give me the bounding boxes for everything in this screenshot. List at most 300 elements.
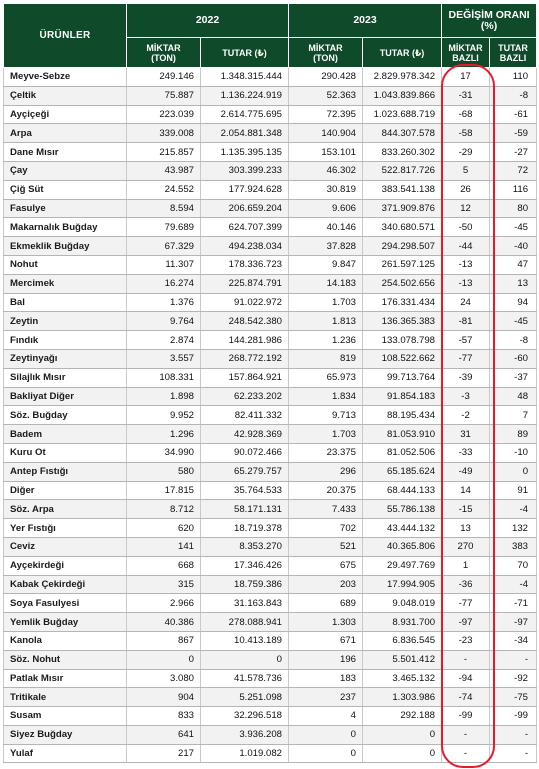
- table-row: [4, 237, 537, 256]
- commodity-table-container: [3, 3, 536, 763]
- row-change-qty: -13: [442, 274, 490, 293]
- row-qty-2023: 0: [289, 744, 363, 763]
- row-qty-2022: 34.990: [127, 443, 201, 462]
- row-product-name: Bakliyat Diğer: [4, 387, 127, 406]
- row-qty-2022: 249.146: [127, 68, 201, 87]
- row-qty-2023: 20.375: [289, 481, 363, 500]
- row-qty-2022: 8.712: [127, 500, 201, 519]
- row-qty-2023: 0: [289, 725, 363, 744]
- row-value-2022: 1.136.224.919: [201, 86, 289, 105]
- row-value-2022: 3.936.208: [201, 725, 289, 744]
- change-rate-header: DEĞİŞİM ORANI (%): [442, 4, 537, 38]
- row-change-value: -37: [490, 368, 537, 387]
- row-change-qty: 5: [442, 161, 490, 180]
- row-change-value: -92: [490, 669, 537, 688]
- row-value-2022: 177.924.628: [201, 180, 289, 199]
- row-change-value: -99: [490, 707, 537, 726]
- row-qty-2023: 290.428: [289, 68, 363, 87]
- row-qty-2023: 40.146: [289, 218, 363, 237]
- row-change-qty: -23: [442, 631, 490, 650]
- row-qty-2023: 72.395: [289, 105, 363, 124]
- row-product-name: Zeytinyağı: [4, 349, 127, 368]
- row-qty-2022: 67.329: [127, 237, 201, 256]
- row-product-name: Kabak Çekirdeği: [4, 575, 127, 594]
- table-row: [4, 255, 537, 274]
- row-qty-2023: 7.433: [289, 500, 363, 519]
- table-row: [4, 481, 537, 500]
- table-row: [4, 575, 537, 594]
- row-change-value: -71: [490, 594, 537, 613]
- table-row: [4, 650, 537, 669]
- row-value-2022: 91.022.972: [201, 293, 289, 312]
- row-change-qty: 24: [442, 293, 490, 312]
- row-change-qty: -39: [442, 368, 490, 387]
- row-value-2023: 88.195.434: [363, 406, 442, 425]
- row-value-2023: 1.303.986: [363, 688, 442, 707]
- row-qty-2022: 1.898: [127, 387, 201, 406]
- row-value-2022: 1.135.395.135: [201, 143, 289, 162]
- row-value-2023: 99.713.764: [363, 368, 442, 387]
- row-qty-2023: 37.828: [289, 237, 363, 256]
- row-value-2022: 31.163.843: [201, 594, 289, 613]
- row-qty-2023: 153.101: [289, 143, 363, 162]
- table-row: [4, 274, 537, 293]
- row-value-2022: 18.759.386: [201, 575, 289, 594]
- row-value-2022: 17.346.426: [201, 556, 289, 575]
- row-value-2023: 383.541.138: [363, 180, 442, 199]
- row-value-2023: 1.023.688.719: [363, 105, 442, 124]
- row-change-value: -60: [490, 349, 537, 368]
- row-value-2023: 371.909.876: [363, 199, 442, 218]
- table-row: [4, 293, 537, 312]
- row-change-qty: -74: [442, 688, 490, 707]
- table-row: [4, 707, 537, 726]
- row-product-name: Kuru Ot: [4, 443, 127, 462]
- row-qty-2022: 217: [127, 744, 201, 763]
- row-change-value: 383: [490, 537, 537, 556]
- row-qty-2022: 620: [127, 519, 201, 538]
- row-value-2023: 292.188: [363, 707, 442, 726]
- row-change-qty: -13: [442, 255, 490, 274]
- row-change-value: -34: [490, 631, 537, 650]
- row-change-qty: -77: [442, 349, 490, 368]
- row-qty-2022: 40.386: [127, 613, 201, 632]
- table-row: [4, 124, 537, 143]
- qty-based-header: MİKTAR BAZLI: [442, 38, 490, 68]
- row-qty-2022: 833: [127, 707, 201, 726]
- row-change-value: 89: [490, 425, 537, 444]
- row-qty-2023: 1.834: [289, 387, 363, 406]
- row-qty-2022: 9.952: [127, 406, 201, 425]
- row-change-qty: -29: [442, 143, 490, 162]
- row-change-qty: -33: [442, 443, 490, 462]
- row-value-2022: 65.279.757: [201, 462, 289, 481]
- row-product-name: Ekmeklik Buğday: [4, 237, 127, 256]
- row-qty-2022: 580: [127, 462, 201, 481]
- row-change-value: 13: [490, 274, 537, 293]
- row-change-value: 80: [490, 199, 537, 218]
- row-qty-2023: 237: [289, 688, 363, 707]
- row-value-2023: 43.444.132: [363, 519, 442, 538]
- row-value-2022: 58.171.131: [201, 500, 289, 519]
- row-change-value: -40: [490, 237, 537, 256]
- row-change-value: 47: [490, 255, 537, 274]
- row-product-name: Söz. Buğday: [4, 406, 127, 425]
- row-qty-2023: 30.819: [289, 180, 363, 199]
- table-row: [4, 68, 537, 87]
- row-qty-2022: 223.039: [127, 105, 201, 124]
- row-product-name: Arpa: [4, 124, 127, 143]
- row-value-2022: 2.614.775.695: [201, 105, 289, 124]
- row-change-qty: -3: [442, 387, 490, 406]
- row-value-2023: 17.994.905: [363, 575, 442, 594]
- row-value-2022: 62.233.202: [201, 387, 289, 406]
- row-qty-2023: 140.904: [289, 124, 363, 143]
- row-value-2023: 68.444.133: [363, 481, 442, 500]
- row-qty-2022: 108.331: [127, 368, 201, 387]
- row-change-qty: -2: [442, 406, 490, 425]
- row-value-2023: 294.298.507: [363, 237, 442, 256]
- row-value-2023: 3.465.132: [363, 669, 442, 688]
- row-change-value: -27: [490, 143, 537, 162]
- row-product-name: Ayçiçeği: [4, 105, 127, 124]
- row-qty-2023: 46.302: [289, 161, 363, 180]
- row-change-qty: -: [442, 725, 490, 744]
- row-qty-2023: 671: [289, 631, 363, 650]
- row-product-name: Badem: [4, 425, 127, 444]
- row-qty-2022: 2.966: [127, 594, 201, 613]
- row-value-2022: 42.928.369: [201, 425, 289, 444]
- row-qty-2022: 2.874: [127, 331, 201, 350]
- table-row: [4, 462, 537, 481]
- year-2023-header: 2023: [289, 4, 442, 38]
- row-change-qty: -77: [442, 594, 490, 613]
- row-change-qty: -50: [442, 218, 490, 237]
- row-qty-2023: 9.606: [289, 199, 363, 218]
- table-row: [4, 613, 537, 632]
- row-qty-2022: 16.274: [127, 274, 201, 293]
- row-qty-2023: 702: [289, 519, 363, 538]
- row-value-2022: 0: [201, 650, 289, 669]
- row-change-qty: -94: [442, 669, 490, 688]
- row-product-name: Makarnalık Buğday: [4, 218, 127, 237]
- table-row: [4, 519, 537, 538]
- row-change-value: 116: [490, 180, 537, 199]
- row-value-2022: 18.719.378: [201, 519, 289, 538]
- row-product-name: Kanola: [4, 631, 127, 650]
- row-qty-2022: 215.857: [127, 143, 201, 162]
- row-change-value: -: [490, 744, 537, 763]
- row-product-name: Çeltik: [4, 86, 127, 105]
- table-row: [4, 387, 537, 406]
- row-qty-2022: 1.376: [127, 293, 201, 312]
- row-value-2023: 254.502.656: [363, 274, 442, 293]
- row-product-name: Susam: [4, 707, 127, 726]
- row-qty-2022: 3.557: [127, 349, 201, 368]
- row-change-qty: -44: [442, 237, 490, 256]
- row-change-value: 70: [490, 556, 537, 575]
- table-row: [4, 199, 537, 218]
- row-product-name: Dane Mısır: [4, 143, 127, 162]
- row-product-name: Çiğ Süt: [4, 180, 127, 199]
- row-value-2022: 225.874.791: [201, 274, 289, 293]
- row-change-value: -61: [490, 105, 537, 124]
- row-product-name: Soya Fasulyesi: [4, 594, 127, 613]
- table-row: [4, 669, 537, 688]
- row-qty-2023: 9.713: [289, 406, 363, 425]
- row-qty-2022: 75.887: [127, 86, 201, 105]
- row-qty-2023: 183: [289, 669, 363, 688]
- row-qty-2023: 4: [289, 707, 363, 726]
- table-row: [4, 537, 537, 556]
- row-product-name: Patlak Mısır: [4, 669, 127, 688]
- row-qty-2022: 0: [127, 650, 201, 669]
- row-change-value: 72: [490, 161, 537, 180]
- row-change-qty: -68: [442, 105, 490, 124]
- value-2023-header: TUTAR (₺): [363, 38, 442, 68]
- row-value-2023: 0: [363, 725, 442, 744]
- row-value-2023: 0: [363, 744, 442, 763]
- table-row: [4, 161, 537, 180]
- row-product-name: Çay: [4, 161, 127, 180]
- row-product-name: Ceviz: [4, 537, 127, 556]
- row-qty-2023: 23.375: [289, 443, 363, 462]
- row-product-name: Nohut: [4, 255, 127, 274]
- row-qty-2022: 24.552: [127, 180, 201, 199]
- row-change-value: -8: [490, 86, 537, 105]
- row-qty-2023: 196: [289, 650, 363, 669]
- row-product-name: Siyez Buğday: [4, 725, 127, 744]
- commodity-table: [3, 3, 537, 763]
- row-change-qty: -31: [442, 86, 490, 105]
- table-row: [4, 349, 537, 368]
- row-value-2023: 844.307.578: [363, 124, 442, 143]
- row-qty-2023: 1.703: [289, 425, 363, 444]
- year-2022-header: 2022: [127, 4, 289, 38]
- row-qty-2023: 9.847: [289, 255, 363, 274]
- row-product-name: Meyve-Sebze: [4, 68, 127, 87]
- row-qty-2022: 315: [127, 575, 201, 594]
- row-change-qty: -49: [442, 462, 490, 481]
- row-value-2022: 32.296.518: [201, 707, 289, 726]
- table-row: [4, 725, 537, 744]
- row-qty-2023: 1.236: [289, 331, 363, 350]
- row-value-2023: 6.836.545: [363, 631, 442, 650]
- row-product-name: Fasulye: [4, 199, 127, 218]
- row-qty-2022: 17.815: [127, 481, 201, 500]
- row-change-qty: -: [442, 650, 490, 669]
- row-value-2022: 206.659.204: [201, 199, 289, 218]
- row-change-qty: -97: [442, 613, 490, 632]
- row-qty-2022: 867: [127, 631, 201, 650]
- row-value-2023: 65.185.624: [363, 462, 442, 481]
- row-product-name: Mercimek: [4, 274, 127, 293]
- row-qty-2023: 1.303: [289, 613, 363, 632]
- row-qty-2022: 339.008: [127, 124, 201, 143]
- row-value-2023: 108.522.662: [363, 349, 442, 368]
- row-qty-2023: 1.703: [289, 293, 363, 312]
- table-row: [4, 594, 537, 613]
- row-value-2023: 1.043.839.866: [363, 86, 442, 105]
- row-value-2023: 81.052.506: [363, 443, 442, 462]
- row-product-name: Fındık: [4, 331, 127, 350]
- row-change-value: -97: [490, 613, 537, 632]
- row-value-2022: 278.088.941: [201, 613, 289, 632]
- row-value-2022: 157.864.921: [201, 368, 289, 387]
- row-qty-2022: 904: [127, 688, 201, 707]
- row-change-qty: 17: [442, 68, 490, 87]
- row-change-value: 0: [490, 462, 537, 481]
- row-qty-2023: 14.183: [289, 274, 363, 293]
- table-row: [4, 744, 537, 763]
- row-product-name: Zeytin: [4, 312, 127, 331]
- table-row: [4, 368, 537, 387]
- row-value-2023: 81.053.910: [363, 425, 442, 444]
- row-change-qty: 31: [442, 425, 490, 444]
- row-qty-2022: 641: [127, 725, 201, 744]
- row-change-value: 94: [490, 293, 537, 312]
- row-value-2022: 494.238.034: [201, 237, 289, 256]
- row-qty-2023: 203: [289, 575, 363, 594]
- row-qty-2022: 9.764: [127, 312, 201, 331]
- row-value-2022: 10.413.189: [201, 631, 289, 650]
- row-change-qty: -15: [442, 500, 490, 519]
- row-change-qty: 13: [442, 519, 490, 538]
- row-product-name: Diğer: [4, 481, 127, 500]
- row-value-2023: 133.078.798: [363, 331, 442, 350]
- row-change-value: 132: [490, 519, 537, 538]
- row-product-name: Yer Fıstığı: [4, 519, 127, 538]
- row-change-qty: -: [442, 744, 490, 763]
- row-value-2023: 2.829.978.342: [363, 68, 442, 87]
- row-change-value: -10: [490, 443, 537, 462]
- table-row: [4, 218, 537, 237]
- row-value-2022: 2.054.881.348: [201, 124, 289, 143]
- row-change-value: 48: [490, 387, 537, 406]
- row-value-2022: 248.542.380: [201, 312, 289, 331]
- row-value-2022: 1.348.315.444: [201, 68, 289, 87]
- table-row: [4, 331, 537, 350]
- row-change-qty: 270: [442, 537, 490, 556]
- table-row: [4, 180, 537, 199]
- row-change-qty: -57: [442, 331, 490, 350]
- table-row: [4, 312, 537, 331]
- row-product-name: Tritikale: [4, 688, 127, 707]
- row-qty-2022: 3.080: [127, 669, 201, 688]
- row-value-2023: 55.786.138: [363, 500, 442, 519]
- row-value-2022: 90.072.466: [201, 443, 289, 462]
- row-change-value: -4: [490, 500, 537, 519]
- row-value-2022: 178.336.723: [201, 255, 289, 274]
- row-change-value: -75: [490, 688, 537, 707]
- row-value-2022: 303.399.233: [201, 161, 289, 180]
- row-change-qty: -36: [442, 575, 490, 594]
- row-product-name: Bal: [4, 293, 127, 312]
- row-change-qty: 12: [442, 199, 490, 218]
- row-value-2022: 1.019.082: [201, 744, 289, 763]
- row-value-2022: 82.411.332: [201, 406, 289, 425]
- table-row: [4, 143, 537, 162]
- row-value-2023: 176.331.434: [363, 293, 442, 312]
- row-qty-2022: 141: [127, 537, 201, 556]
- row-product-name: Ayçekirdeği: [4, 556, 127, 575]
- row-value-2022: 35.764.533: [201, 481, 289, 500]
- row-change-qty: 26: [442, 180, 490, 199]
- row-product-name: Söz. Nohut: [4, 650, 127, 669]
- row-value-2023: 261.597.125: [363, 255, 442, 274]
- row-value-2023: 5.501.412: [363, 650, 442, 669]
- row-value-2023: 91.854.183: [363, 387, 442, 406]
- row-product-name: Silajlık Mısır: [4, 368, 127, 387]
- row-qty-2023: 521: [289, 537, 363, 556]
- row-value-2022: 144.281.986: [201, 331, 289, 350]
- row-value-2023: 522.817.726: [363, 161, 442, 180]
- row-value-2022: 5.251.098: [201, 688, 289, 707]
- row-change-value: 7: [490, 406, 537, 425]
- row-product-name: Söz. Arpa: [4, 500, 127, 519]
- table-row: [4, 105, 537, 124]
- row-qty-2023: 819: [289, 349, 363, 368]
- row-value-2023: 29.497.769: [363, 556, 442, 575]
- qty-2023-header: MİKTAR (TON): [289, 38, 363, 68]
- row-value-2022: 624.707.399: [201, 218, 289, 237]
- table-row: [4, 86, 537, 105]
- row-qty-2022: 1.296: [127, 425, 201, 444]
- row-change-value: -8: [490, 331, 537, 350]
- table-row: [4, 425, 537, 444]
- row-qty-2023: 296: [289, 462, 363, 481]
- row-change-value: -: [490, 650, 537, 669]
- products-header: ÜRÜNLER: [4, 4, 127, 68]
- row-qty-2023: 689: [289, 594, 363, 613]
- row-value-2023: 136.365.383: [363, 312, 442, 331]
- row-product-name: Antep Fıstığı: [4, 462, 127, 481]
- row-qty-2023: 675: [289, 556, 363, 575]
- qty-2022-header: MİKTAR (TON): [127, 38, 201, 68]
- table-row: [4, 500, 537, 519]
- row-product-name: Yemlik Buğday: [4, 613, 127, 632]
- row-value-2023: 9.048.019: [363, 594, 442, 613]
- row-product-name: Yulaf: [4, 744, 127, 763]
- value-based-header: TUTAR BAZLI: [490, 38, 537, 68]
- row-change-qty: 1: [442, 556, 490, 575]
- row-change-qty: -58: [442, 124, 490, 143]
- row-change-value: -: [490, 725, 537, 744]
- row-qty-2023: 65.973: [289, 368, 363, 387]
- table-row: [4, 443, 537, 462]
- row-qty-2022: 668: [127, 556, 201, 575]
- row-qty-2023: 52.363: [289, 86, 363, 105]
- row-change-qty: -99: [442, 707, 490, 726]
- row-value-2022: 41.578.736: [201, 669, 289, 688]
- table-row: [4, 406, 537, 425]
- row-value-2023: 833.260.302: [363, 143, 442, 162]
- row-qty-2023: 1.813: [289, 312, 363, 331]
- row-change-value: -59: [490, 124, 537, 143]
- row-qty-2022: 8.594: [127, 199, 201, 218]
- row-change-value: 91: [490, 481, 537, 500]
- value-2022-header: TUTAR (₺): [201, 38, 289, 68]
- table-row: [4, 688, 537, 707]
- row-value-2023: 340.680.571: [363, 218, 442, 237]
- table-row: [4, 556, 537, 575]
- row-qty-2022: 79.689: [127, 218, 201, 237]
- row-value-2022: 8.353.270: [201, 537, 289, 556]
- row-change-value: -4: [490, 575, 537, 594]
- row-value-2023: 40.365.806: [363, 537, 442, 556]
- row-change-value: -45: [490, 312, 537, 331]
- row-change-qty: -81: [442, 312, 490, 331]
